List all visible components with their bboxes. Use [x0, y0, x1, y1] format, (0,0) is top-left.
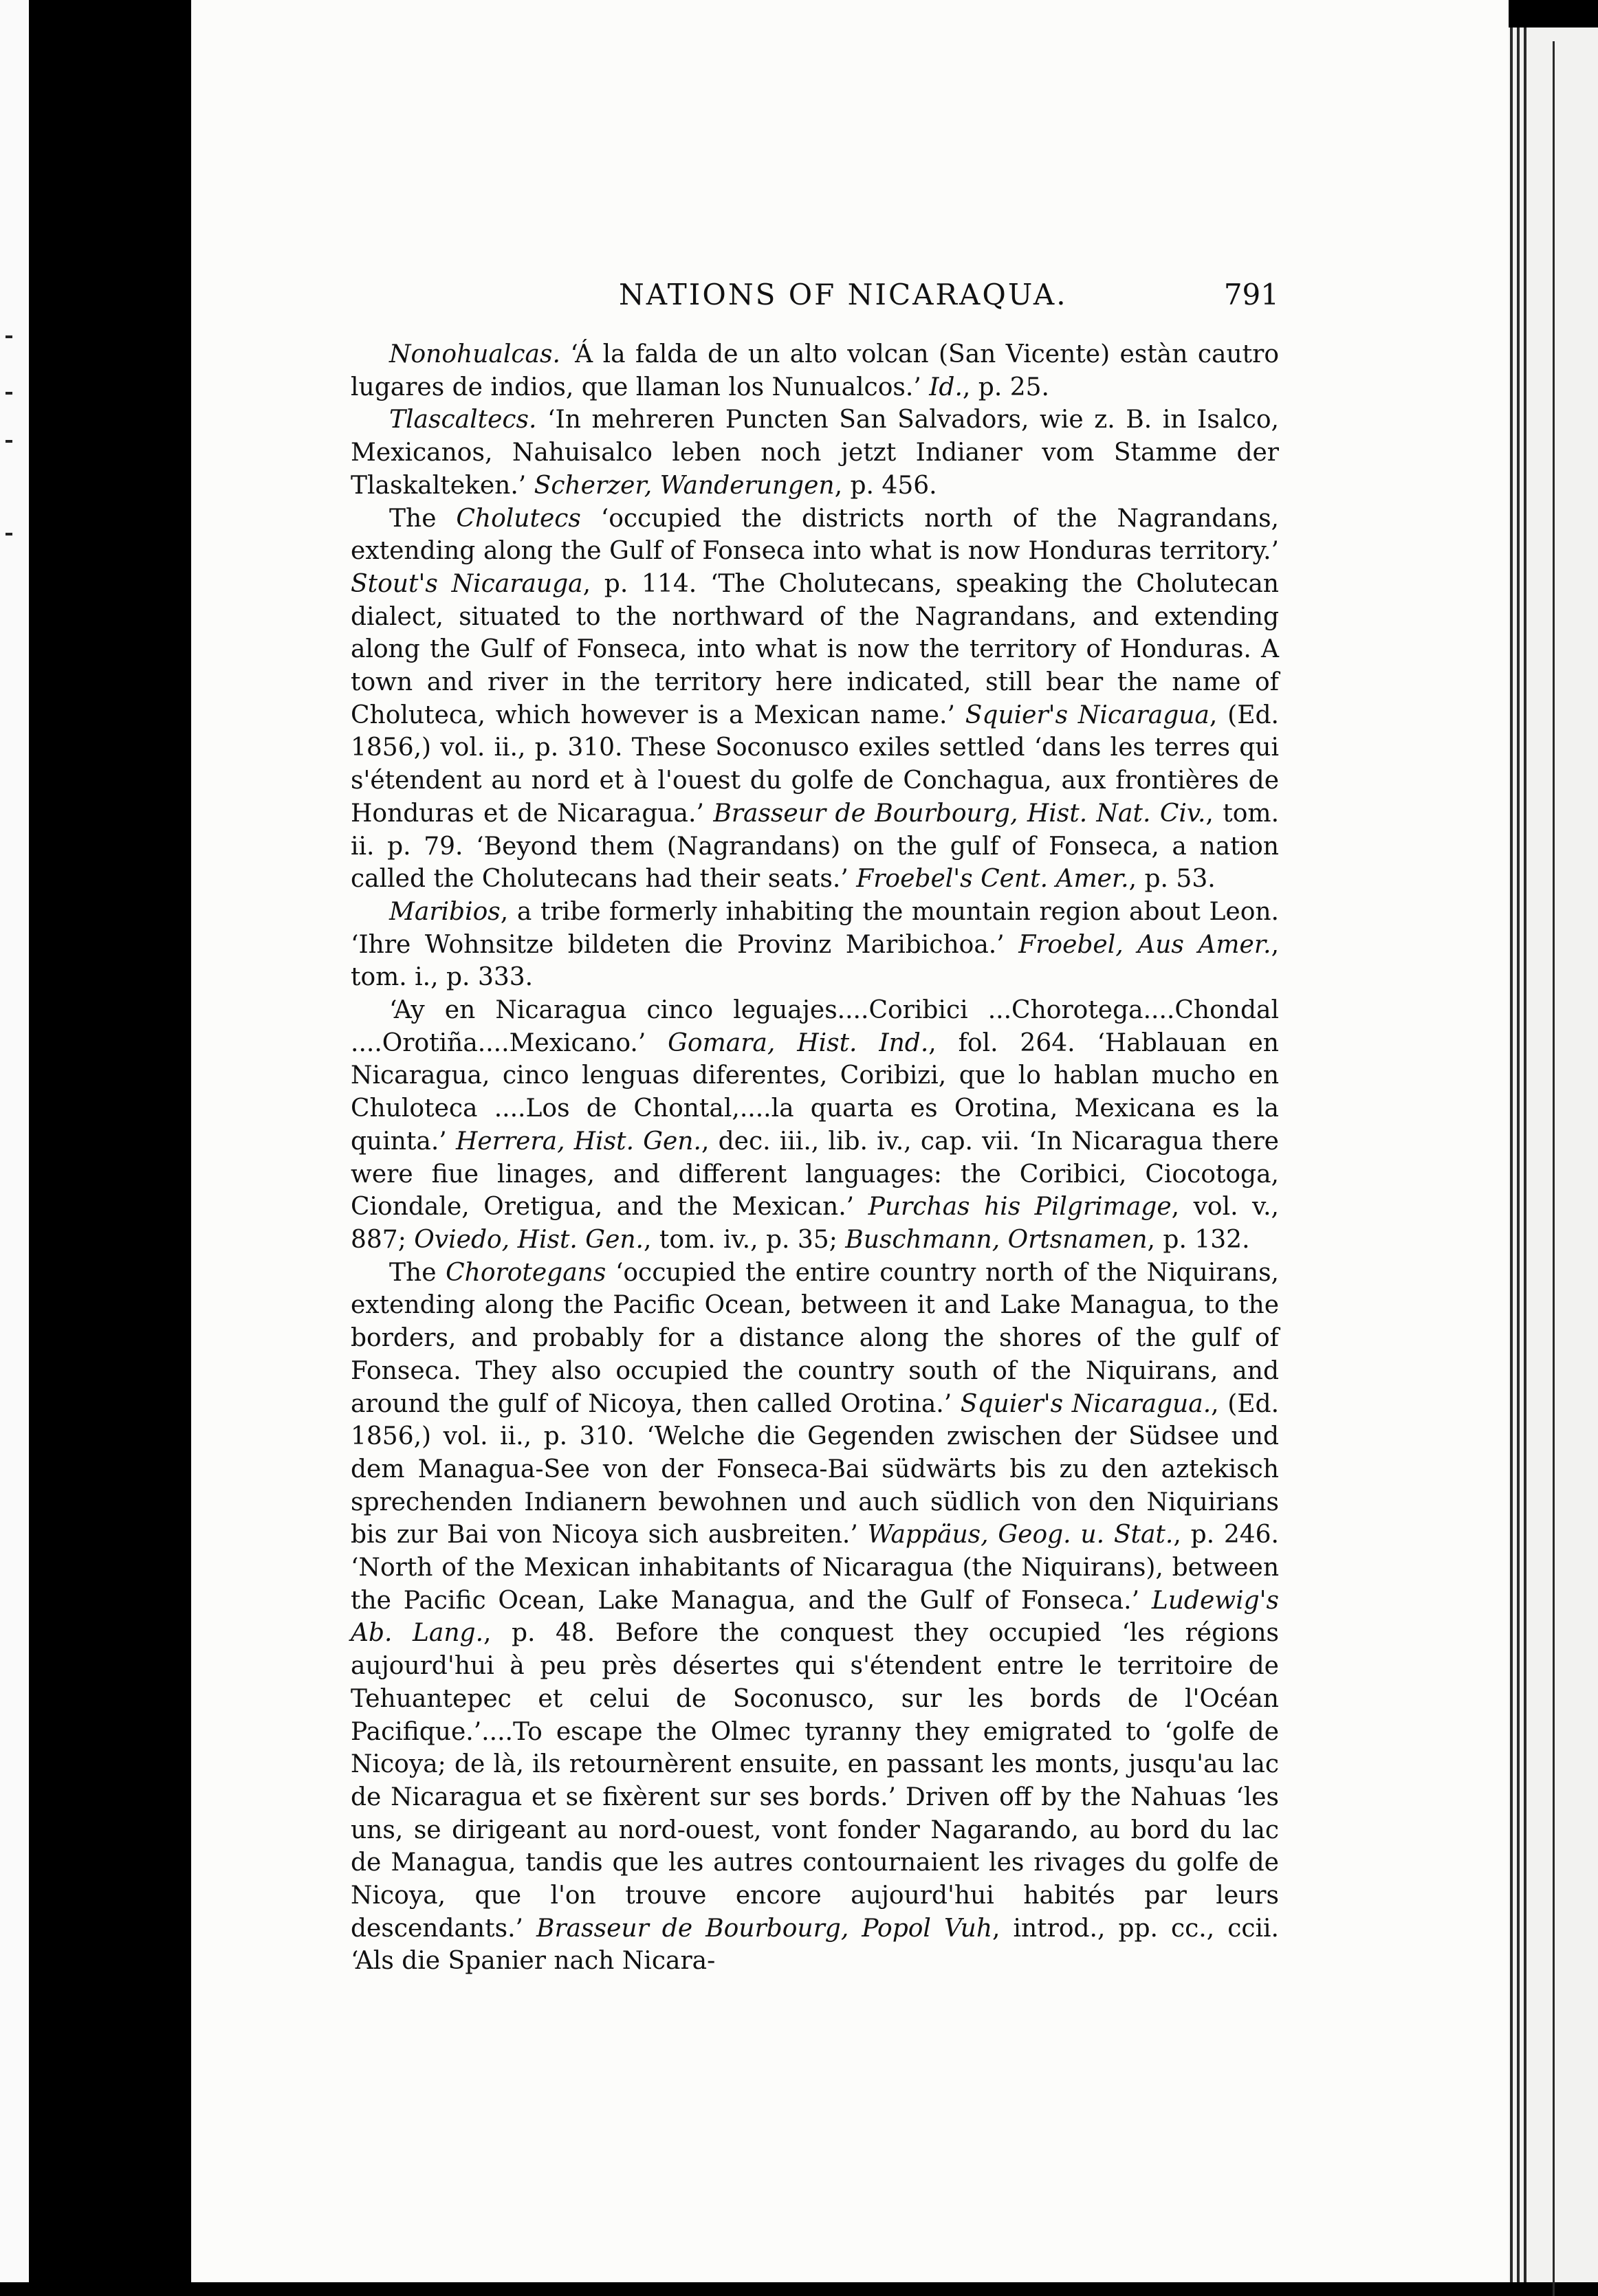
italic-citation: Squier's Nicaragua: [965, 700, 1210, 729]
text-run: , p. 132.: [1147, 1225, 1250, 1254]
paragraph-maribios: [351, 896, 1279, 994]
page-body-text: [351, 338, 1279, 1978]
text-run: The: [389, 504, 457, 533]
italic-citation: Froebel's Cent. Amer.: [856, 865, 1129, 894]
running-header: [358, 278, 1279, 312]
text-run: , vol. v., 887;: [351, 1193, 1279, 1254]
italic-citation: Id.: [929, 373, 963, 401]
italic-citation: Ludewig's Ab. Lang.: [351, 1586, 1279, 1648]
page-edge-line: [1510, 27, 1513, 2282]
text-run: , p. 53.: [1128, 865, 1216, 894]
text-run: ‘occupied the districts north of the Nagrandans, extending along the Gulf of Fonseca into what is now Honduras territory.’: [351, 504, 1280, 566]
text-run: , tom. ii. p. 79. ‘Beyond them (Nagrandans) on the gulf of Fonseca, a nation called the Cholutecans had their seats.’: [351, 799, 1280, 894]
text-run: , p. 48. Before the conquest they occupied ‘les régions aujourd'hui à peu près désertes qui s'étendent entre le territoire de Tehuantepec et celui de Soconusco, sur les bords de l'Océan Pacifique.’....To escape the Olmec tyranny they emigrated to ‘golfe de Nicoya; de là, ils retournèrent ensuite, en passant les monts, jusqu'au lac de Nicaragua et se fixèrent sur ses bords.’ Driven off by the Nahuas ‘les uns, se dirigeant au nord-ouest, vont fonder Nagarando, au bord du lac de Managua, tandis que les autres contournaient les rivages du golfe de Nicoya, que l'on trouve encore aujourd'hui habités par leurs descendants.’: [351, 1619, 1279, 1943]
text-run: , introd., pp. cc., ccii. ‘Als die Spanier nach Nicara-: [351, 1914, 1279, 1976]
paragraph-cholutecs: [351, 503, 1279, 896]
text-run: , tom. i., p. 333.: [351, 930, 1280, 992]
page-edge-line: [1517, 27, 1520, 2282]
italic-citation: Froebel, Aus Amer.: [1018, 930, 1271, 959]
left-page-marks: [0, 323, 29, 804]
italic-citation: Buschmann, Ortsnamen: [845, 1225, 1148, 1254]
running-title: NATIONS OF NICARAQUA.: [619, 278, 1068, 311]
italic-citation: Maribios: [389, 897, 501, 926]
italic-citation: Purchas his Pilgrimage: [868, 1193, 1172, 1222]
italic-citation: Scherzer, Wanderungen: [534, 471, 835, 500]
page-edge-line: [1553, 41, 1555, 2296]
text-run: , (Ed. 1856,) vol. ii., p. 310. These Soconusco exiles settled ‘dans les terres qui s'étendent au nord et à l'ouest du golfe de Conchagua, aux frontières de Honduras et de Nicaragua.’: [351, 700, 1279, 828]
italic-citation: Gomara, Hist. Ind.: [668, 1028, 929, 1057]
italic-citation: Brasseur de Bourbourg, Popol Vuh: [536, 1914, 993, 1943]
italic-citation: Wappäus, Geog. u. Stat.: [867, 1521, 1174, 1549]
text-run: , p. 114. ‘The Cholutecans, speaking the Cholutecan dialect, situated to the northward of the Nagrandans, and extending along the Gulf of Fonseca, into what is now the territory of Honduras. A town and river in the territory here indicated, still bear the name of Choluteca, which however is a Mexican name.’: [351, 569, 1279, 729]
text-run: , (Ed. 1856,) vol. ii., p. 310. ‘Welche die Gegenden zwischen der Südsee und dem Managua-See von der Fonseca-Bai südwärts bis zu den aztekisch sprechenden Indianern bewohnen und auch südlich von den Niquirians bis zur Bai von Nicoya sich ausbreiten.’: [351, 1389, 1280, 1549]
page-edge-line: [1524, 27, 1526, 2282]
text-run: , tom. iv., p. 35;: [644, 1225, 846, 1254]
italic-citation: Nonohualcas.: [389, 340, 560, 368]
paragraph-nonohualcas: [351, 338, 1279, 404]
paragraph-languages: [351, 994, 1279, 1257]
text-run: , dec. iii., lib. iv., cap. vii. ‘In Nicaragua there were fiue linages, and different languages: the Coribici, Ciocotoga, Ciondale, Oretigua, and the Mexican.’: [351, 1127, 1279, 1222]
text-run: , fol. 264. ‘Hablauan en Nicaragua, cinco lenguas diferentes, Coribizi, que lo hablan mucho en Chuloteca ....Los de Chontal,....la quarta es Orotina, Mexicana es la quinta.’: [351, 1028, 1279, 1156]
italic-citation: Cholutecs: [456, 504, 581, 533]
text-run: , p. 456.: [834, 471, 937, 500]
text-run: ‘occupied the entire country north of the Niquirans, extending along the Pacific Ocean, between it and Lake Managua, to the borders, and probably for a distance along the shores of the gulf of Fonseca. They also occupied the country south of the Niquirans, and around the gulf of Nicoya, then called Orotina.’: [351, 1258, 1280, 1418]
italic-citation: Chorotegans: [446, 1258, 606, 1287]
left-page-edge: [0, 0, 29, 2282]
italic-citation: Squier's Nicaragua.: [960, 1389, 1212, 1418]
text-run: , p. 246. ‘North of the Mexican inhabitants of Nicaragua (the Niquirans), between the Pacific Ocean, Lake Managua, and the Gulf of Fonseca.’: [351, 1521, 1279, 1615]
italic-citation: Tlascaltecs.: [389, 406, 537, 434]
italic-citation: Brasseur de Bourbourg, Hist. Nat. Civ.: [713, 799, 1206, 828]
text-run: ‘Ay en Nicaragua cinco leguajes....Coribici ...Chorotega....Chondal ....Orotiña....Mexicano.’: [351, 996, 1279, 1057]
text-run: ‘Á la falda de un alto volcan (San Vicente) estàn cautro lugares de indios, que llaman los Nunualcos.’: [351, 340, 1279, 401]
text-run: , a tribe formerly inhabiting the mountain region about Leon. ‘Ihre Wohnsitze bildeten die Provinz Maribichoa.’: [351, 897, 1279, 959]
italic-citation: Herrera, Hist. Gen.: [455, 1127, 701, 1156]
italic-citation: Stout's Nicarauga: [351, 569, 583, 598]
text-run: The: [389, 1258, 446, 1287]
text-run: , p. 25.: [962, 373, 1049, 401]
text-run: ‘In mehreren Puncten San Salvadors, wie z. B. in Isalco, Mexicanos, Nahuisalco leben noch jetzt Indianer vom Stamme der Tlaskalteken.’: [351, 406, 1279, 500]
paragraph-tlascaltecs: [351, 404, 1279, 502]
italic-citation: Oviedo, Hist. Gen.: [414, 1225, 644, 1254]
page-number: 791: [1223, 278, 1279, 311]
paragraph-chorotegans: [351, 1257, 1279, 1978]
